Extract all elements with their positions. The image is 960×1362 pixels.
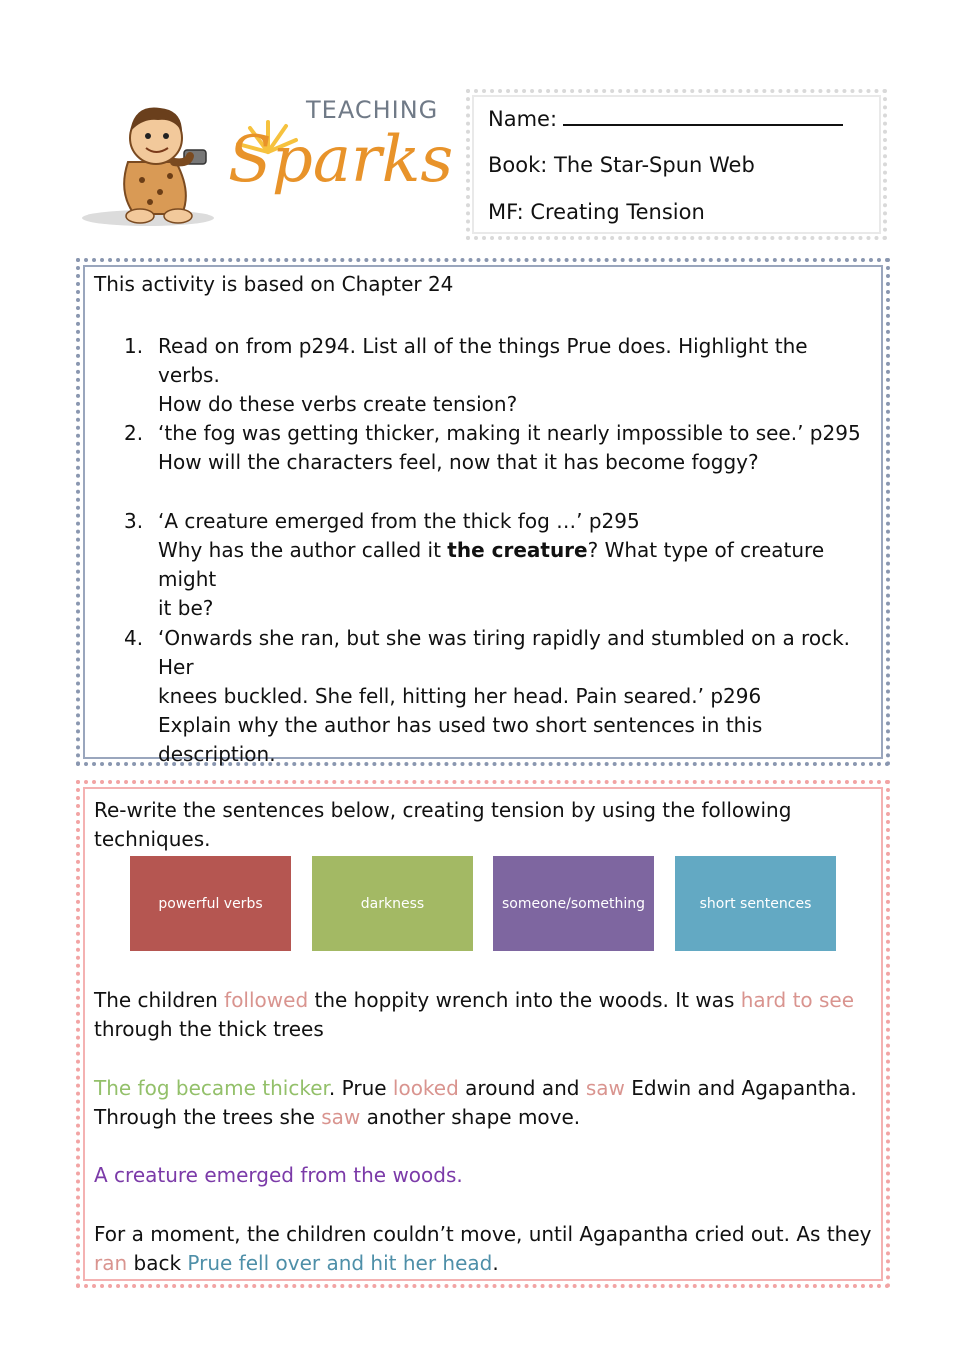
question-text: ? What type of creature might (158, 538, 825, 591)
question-text: Read on from p294. List all of the things Prue does. Highlight the verbs. (158, 334, 808, 387)
plain-text: the hoppity wrench into the woods. It was (308, 988, 741, 1012)
plain-text: through the thick trees (94, 1017, 324, 1041)
plain-text: back (127, 1251, 188, 1275)
question-number: 4. (124, 626, 144, 650)
plain-text: . Prue (328, 1076, 393, 1100)
book-title: Book: The Star-Spun Web (488, 153, 755, 177)
verb-highlight: hard to see (740, 988, 855, 1012)
question-text: it be? (158, 596, 214, 620)
question-text: Explain why the author has used two short sentences in this description. (158, 713, 763, 766)
sentence-paragraph-3: A creature emerged from the woods. (94, 1163, 463, 1187)
question-text: ‘the fog was getting thicker, making it nearly impossible to see.’ p295 (158, 421, 861, 445)
student-info-box (466, 89, 887, 240)
plain-text: another shape move. (360, 1105, 581, 1129)
verb-highlight: looked (392, 1076, 459, 1100)
sentence-paragraph-2 (94, 1074, 874, 1132)
verb-highlight: ran (94, 1251, 128, 1275)
teaching-sparks-logo (78, 92, 453, 237)
sentence-paragraph-4 (94, 1220, 874, 1278)
question-number: 2. (124, 421, 144, 445)
question-text: ‘Onwards she ran, but she was tiring rapidly and stumbled on a rock. Her (158, 626, 851, 679)
question-text: How do these verbs create tension? (158, 392, 518, 416)
darkness-highlight: The fog became thicker (94, 1076, 329, 1100)
technique-powerful-verbs: powerful verbs (130, 856, 291, 951)
verb-highlight: followed (224, 988, 309, 1012)
question-text: Why has the author called it (158, 538, 448, 562)
verb-highlight: saw (321, 1105, 361, 1129)
rewrite-intro: Re-write the sentences below, creating tension by using the following techniques. (94, 798, 792, 851)
name-label: Name: (488, 107, 558, 131)
plain-text: around and (458, 1076, 586, 1100)
focus-title: MF: Creating Tension (488, 200, 705, 224)
question-text: How will the characters feel, now that it has become foggy? (158, 450, 759, 474)
activity-intro: This activity is based on Chapter 24 (94, 272, 454, 296)
technique-short-sentences: short sentences (675, 856, 836, 951)
plain-text: Through the trees she (94, 1105, 322, 1129)
activity-questions-box (76, 258, 890, 766)
short-sentence-highlight: Prue fell over and hit her head (187, 1251, 493, 1275)
question-number: 1. (124, 334, 144, 358)
plain-text: For a moment, the children couldn’t move, until Agapantha cried out. As they (94, 1222, 872, 1246)
technique-someone-something: someone/something (493, 856, 654, 951)
question-2 (124, 419, 864, 477)
plain-text: . (492, 1251, 499, 1275)
technique-darkness: darkness (312, 856, 473, 951)
question-3 (124, 507, 864, 623)
question-4 (124, 624, 864, 769)
logo-word-teaching: TEACHING (306, 96, 439, 124)
question-text: knees buckled. She fell, hitting her head. Pain seared.’ p296 (158, 684, 762, 708)
question-text: ‘A creature emerged from the thick fog …’ p295 (158, 509, 640, 533)
name-field[interactable] (488, 106, 843, 131)
question-1 (124, 332, 864, 419)
question-emphasis: the creature (447, 538, 588, 562)
verb-highlight: saw (585, 1076, 625, 1100)
sentence-paragraph-1 (94, 986, 874, 1044)
caveman-mascot-icon (78, 92, 228, 237)
name-blank-line[interactable] (563, 106, 843, 126)
plain-text: Edwin and Agapantha. (624, 1076, 857, 1100)
logo-word-sparks: Sparks (228, 123, 454, 197)
plain-text: The children (94, 988, 225, 1012)
question-number: 3. (124, 509, 144, 533)
rewrite-task-box (76, 780, 890, 1288)
